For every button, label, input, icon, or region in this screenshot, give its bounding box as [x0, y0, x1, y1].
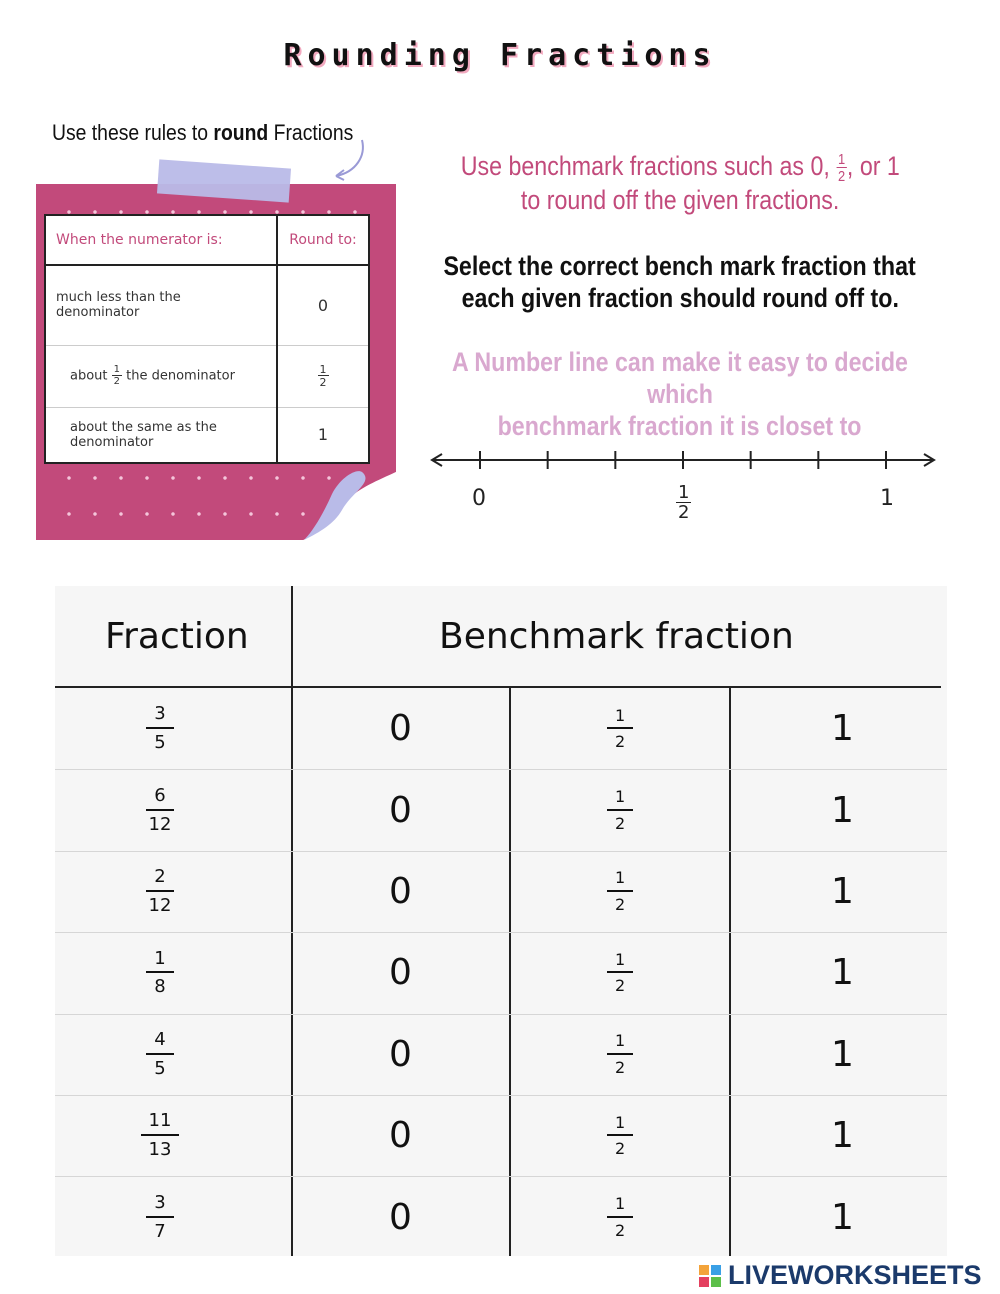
- option-half[interactable]: [511, 1176, 729, 1257]
- instruction-number-line: A Number line can make it easy to decide which benchmark fraction it is closet to: [452, 347, 908, 441]
- numerator: 1: [607, 1195, 633, 1218]
- rules-row: [45, 345, 369, 407]
- rules-header-round: Round to:: [277, 215, 369, 265]
- option-one[interactable]: 1: [831, 1196, 854, 1238]
- numerator: 1: [607, 951, 633, 974]
- rules-row: [45, 265, 369, 345]
- fraction: [146, 949, 173, 998]
- denominator: 5: [154, 732, 166, 754]
- option-one[interactable]: 1: [831, 708, 854, 750]
- liveworksheets-logo: [698, 1260, 982, 1291]
- option-one[interactable]: 1: [831, 870, 854, 912]
- option-one[interactable]: 1: [831, 1115, 854, 1157]
- option-zero[interactable]: 0: [389, 1115, 412, 1157]
- denominator: 8: [154, 976, 166, 998]
- option-half[interactable]: [511, 851, 729, 932]
- denominator: 2: [615, 976, 626, 996]
- numerator: 11: [141, 1111, 180, 1136]
- denominator: 13: [148, 1139, 172, 1161]
- option-zero[interactable]: 0: [389, 1033, 412, 1075]
- number-line-label-one: 1: [880, 486, 894, 511]
- fraction-cell: [55, 1014, 265, 1095]
- fraction: [146, 867, 173, 916]
- numerator: 2: [146, 867, 173, 892]
- rules-header-condition: When the numerator is:: [45, 215, 277, 265]
- fraction: [607, 788, 633, 832]
- fraction: [146, 1193, 173, 1242]
- fraction-cell: [55, 688, 265, 769]
- numerator: 1: [146, 949, 173, 974]
- option-one[interactable]: 1: [831, 789, 854, 831]
- option-zero[interactable]: 0: [389, 789, 412, 831]
- header-benchmark: Benchmark fraction: [439, 616, 794, 657]
- denominator: 12: [148, 813, 172, 835]
- fraction: [607, 707, 633, 751]
- fraction: [607, 951, 633, 995]
- option-zero[interactable]: 0: [389, 870, 412, 912]
- denominator: 7: [154, 1220, 166, 1242]
- denominator: 2: [615, 1220, 626, 1240]
- fraction-cell: [55, 1176, 265, 1257]
- denominator: 2: [615, 1139, 626, 1159]
- fraction: [607, 869, 633, 913]
- numerator: 4: [146, 1030, 173, 1055]
- numerator: 1: [607, 707, 633, 730]
- option-zero[interactable]: 0: [389, 1196, 412, 1238]
- option-half[interactable]: [511, 932, 729, 1013]
- rules-header-row: [45, 215, 369, 265]
- numerator: 1: [607, 1032, 633, 1055]
- fraction: [607, 1195, 633, 1239]
- header-fraction: Fraction: [105, 616, 249, 657]
- rules-condition: much less than the denominator: [45, 265, 277, 345]
- benchmark-table: [55, 586, 947, 1256]
- option-one[interactable]: 1: [831, 952, 854, 994]
- option-one[interactable]: 1: [831, 1033, 854, 1075]
- instruction-select: Select the correct bench mark fraction that each given fraction should round off to.: [443, 251, 917, 313]
- fraction-cell: [55, 769, 265, 850]
- logo-icon: [698, 1264, 724, 1288]
- rules-round-to: 0: [277, 265, 369, 345]
- curved-arrow-icon: [330, 136, 370, 182]
- fraction-cell: [55, 1095, 265, 1176]
- numerator: 1: [607, 869, 633, 892]
- rules-round-to: 1: [277, 407, 369, 463]
- rules-round-to: $\frac{1}{2}$: [277, 345, 369, 407]
- rules-condition: about the same as the denominator: [45, 407, 277, 463]
- numerator: 3: [146, 704, 173, 729]
- denominator: 2: [615, 894, 626, 914]
- denominator: 2: [615, 1057, 626, 1077]
- number-line-axis: [428, 440, 948, 480]
- fraction: [146, 786, 173, 835]
- option-half[interactable]: [511, 769, 729, 850]
- instruction-benchmark: Use benchmark fractions such as 0, $\frac{1}{2}$ , or 1 to round off the given fractions.: [460, 150, 900, 215]
- numerator: 6: [146, 786, 173, 811]
- option-zero[interactable]: 0: [389, 708, 412, 750]
- numerator: 3: [146, 1193, 173, 1218]
- logo-text: LIVEWORKSHEETS: [728, 1260, 982, 1290]
- rules-row: [45, 407, 369, 463]
- numerator: 1: [607, 788, 633, 811]
- denominator: 2: [615, 732, 626, 752]
- fraction-cell: [55, 851, 265, 932]
- numerator: 1: [607, 1114, 633, 1137]
- page-curl-decoration: [300, 470, 400, 542]
- rules-condition: about $\frac{1}{2}$ the denominator: [45, 345, 277, 407]
- fraction: [146, 704, 173, 753]
- number-line-label-zero: 0: [472, 486, 486, 511]
- denominator: 2: [615, 813, 626, 833]
- number-line: [428, 440, 948, 540]
- fraction-cell: [55, 932, 265, 1013]
- page-title: Rounding Fractions: [283, 38, 717, 73]
- fraction: [607, 1032, 633, 1076]
- option-zero[interactable]: 0: [389, 952, 412, 994]
- fraction: [146, 1030, 173, 1079]
- option-half[interactable]: [511, 688, 729, 769]
- fraction: [607, 1114, 633, 1158]
- fraction: [141, 1111, 180, 1160]
- number-line-label-half: $\frac{1}{2}$: [678, 482, 690, 523]
- rules-caption: Use these rules to round Fractions: [52, 120, 354, 145]
- denominator: 12: [148, 894, 172, 916]
- option-half[interactable]: [511, 1095, 729, 1176]
- denominator: 5: [154, 1057, 166, 1079]
- rules-table: [44, 214, 370, 464]
- option-half[interactable]: [511, 1014, 729, 1095]
